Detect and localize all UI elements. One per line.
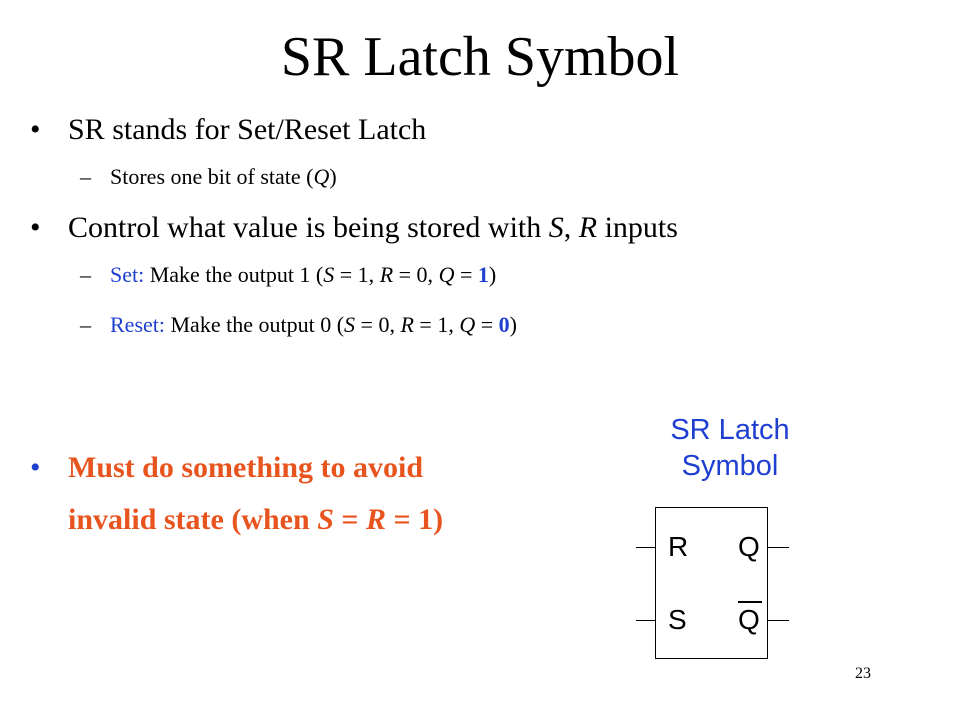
symbol-caption-line-2: Symbol (681, 450, 779, 482)
text-fragment: inputs (597, 211, 678, 244)
r-variable: R (365, 503, 386, 536)
warning-line-1: Must do something to avoid (68, 451, 424, 484)
q-pin-label: Q (738, 531, 760, 562)
s-variable: S (323, 262, 335, 287)
sub-bullet-text (110, 310, 517, 340)
text-fragment: Control what value is being stored with (68, 211, 549, 244)
text-fragment: Stores one bit of state ( (110, 164, 314, 189)
symbol-caption (620, 412, 840, 484)
bullet-dot: • (30, 211, 41, 244)
sub-bullet-dash: – (80, 312, 91, 337)
slide-title: SR Latch Symbol (280, 26, 680, 88)
s-input-wire (636, 620, 655, 621)
text-fragment: , (563, 211, 579, 244)
text-fragment: = 0, (355, 312, 401, 337)
text-fragment: ) (488, 262, 497, 287)
bullet-dot: • (30, 113, 41, 146)
r-variable: R (379, 262, 394, 287)
text-fragment: = (454, 262, 478, 287)
text-fragment: ) (509, 312, 517, 337)
reset-label: Reset: (110, 312, 165, 337)
q-variable: Q (438, 262, 455, 287)
r-variable: R (400, 312, 414, 337)
sr-latch-box (655, 507, 768, 659)
r-input-wire (636, 547, 655, 548)
r-pin-label: R (668, 531, 689, 562)
r-variable: R (578, 211, 598, 244)
bullet-text: SR stands for Set/Reset Latch (68, 113, 427, 146)
text-fragment: = (475, 312, 499, 337)
qbar-pin-label: Q (738, 604, 760, 635)
bullet-dot: • (30, 451, 41, 484)
s-variable: S (344, 312, 356, 337)
warning-line-2 (68, 500, 443, 540)
text-fragment: invalid state (when (68, 503, 318, 536)
text-fragment: Make the output 1 ( (144, 262, 324, 287)
text-fragment: Make the output 0 ( (165, 312, 345, 337)
text-fragment: = (333, 503, 366, 536)
q-value: 1 (477, 262, 489, 287)
set-label: Set: (110, 262, 145, 287)
text-fragment: = 0, (393, 262, 439, 287)
sub-bullet-dash: – (80, 262, 91, 287)
text-fragment: = 1, (334, 262, 380, 287)
sub-bullet-text (110, 260, 496, 290)
text-fragment: = 1) (386, 503, 444, 536)
s-variable: S (548, 211, 564, 244)
sub-bullet-text (110, 162, 337, 192)
q-value: 0 (498, 312, 510, 337)
text-fragment: ) (329, 164, 337, 189)
s-pin-label: S (668, 604, 687, 635)
qbar-output-wire (768, 620, 789, 621)
symbol-caption-line-1: SR Latch (670, 414, 790, 446)
s-variable: S (317, 503, 334, 536)
qbar-overline (738, 601, 762, 603)
q-variable: Q (313, 164, 330, 189)
q-output-wire (768, 547, 789, 548)
q-variable: Q (459, 312, 476, 337)
sub-bullet-dash: – (80, 164, 91, 189)
text-fragment: = 1, (413, 312, 460, 337)
page-number: 23 (855, 665, 871, 682)
bullet-text (68, 208, 678, 248)
